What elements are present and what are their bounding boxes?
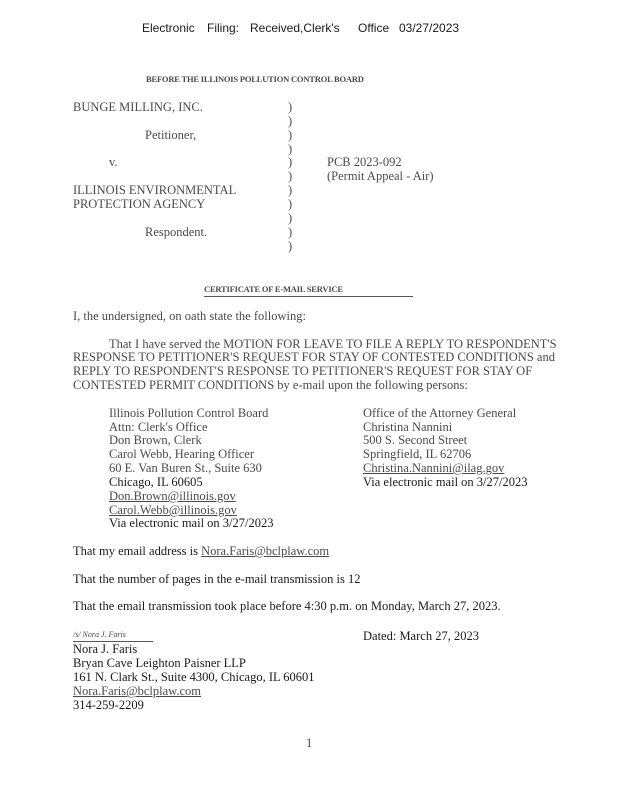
served-line-3: REPLY TO RESPONDENT'S RESPONSE TO PETITIONER'S REQUEST FOR STAY OF [73,364,533,378]
left-recipient-address: 60 E. Van Buren St., Suite 630 [109,461,262,475]
email-statement [73,544,329,559]
pages-statement: That the number of pages in the e-mail transmission is 12 [73,572,361,586]
signature-dated: Dated: March 27, 2023 [363,629,479,643]
case-number: PCB 2023-092 [327,155,402,169]
versus: v. [109,155,118,169]
case-type: (Permit Appeal - Air) [327,169,434,183]
caption-paren: ) [288,197,293,211]
caption-paren: ) [288,100,293,114]
left-recipient-email-1[interactable]: Don.Brown@illinois.gov [109,489,236,503]
right-recipient-via: Via electronic mail on 3/27/2023 [363,475,528,489]
petitioner-name: BUNGE MILLING, INC. [73,100,203,114]
filing-received: Received,Clerk's [250,21,340,35]
caption-paren: ) [288,225,293,239]
respondent-name-line2: PROTECTION AGENCY [73,197,206,211]
left-recipient-person-2: Carol Webb, Hearing Officer [109,447,255,461]
right-recipient-address: 500 S. Second Street [363,433,468,447]
caption-paren: ) [288,169,293,183]
right-recipient-person: Christina Nannini [363,420,453,434]
filing-label: Filing: [207,21,240,35]
email-statement-address[interactable]: Nora.Faris@bclplaw.com [201,544,330,558]
caption-paren: ) [288,155,293,169]
intro-text: I, the undersigned, on oath state the following: [73,309,306,323]
caption-paren: ) [288,128,293,142]
filing-office: Office [358,21,390,35]
caption-paren: ) [288,239,293,253]
signer-phone: 314-259-2209 [73,698,144,712]
left-recipient-person-1: Don Brown, Clerk [109,433,202,447]
signature-line: /s/ Nora J. Faris [73,630,126,639]
caption-paren: ) [288,211,293,225]
respondent-name-line1: ILLINOIS ENVIRONMENTAL [73,183,237,197]
filing-electronic: Electronic [142,21,195,35]
certificate-title-underline [204,296,413,297]
served-line-1: That I have served the MOTION FOR LEAVE TO FILE A REPLY TO RESPONDENT'S [109,337,557,351]
left-recipient-name: Illinois Pollution Control Board [109,406,269,420]
email-statement-prefix: That my email address is [73,544,202,558]
caption-paren: ) [288,183,293,197]
served-line-2: RESPONSE TO PETITIONER'S REQUEST FOR STAY OF CONTESTED CONDITIONS and [73,350,555,364]
filing-date: 03/27/2023 [399,21,460,35]
page-number: 1 [306,736,313,750]
board-heading: BEFORE THE ILLINOIS POLLUTION CONTROL BOARD [146,74,364,84]
time-statement: That the email transmission took place before 4:30 p.m. on Monday, March 27, 2023. [73,599,501,613]
certificate-title: CERTIFICATE OF E-MAIL SERVICE [204,284,343,294]
signer-address: 161 N. Clark St., Suite 4300, Chicago, IL 60601 [73,670,315,684]
caption-paren: ) [288,142,293,156]
signer-name: Nora J. Faris [73,642,138,656]
signer-email[interactable]: Nora.Faris@bclplaw.com [73,684,202,698]
left-recipient-email-2[interactable]: Carol.Webb@illinois.gov [109,503,237,517]
petitioner-role: Petitioner, [145,128,197,142]
right-recipient-city: Springfield, IL 62706 [363,447,472,461]
right-recipient-email[interactable]: Christina.Nannini@ilag.gov [363,461,505,475]
right-recipient-name: Office of the Attorney General [363,406,517,420]
left-recipient-city: Chicago, IL 60605 [109,475,203,489]
respondent-role: Respondent. [145,225,208,239]
signer-firm: Bryan Cave Leighton Paisner LLP [73,656,246,670]
left-recipient-attn: Attn: Clerk's Office [109,420,208,434]
caption-paren: ) [288,114,293,128]
served-line-4: CONTESTED PERMIT CONDITIONS by e-mail upon the following persons: [73,378,468,392]
left-recipient-via: Via electronic mail on 3/27/2023 [109,516,274,530]
